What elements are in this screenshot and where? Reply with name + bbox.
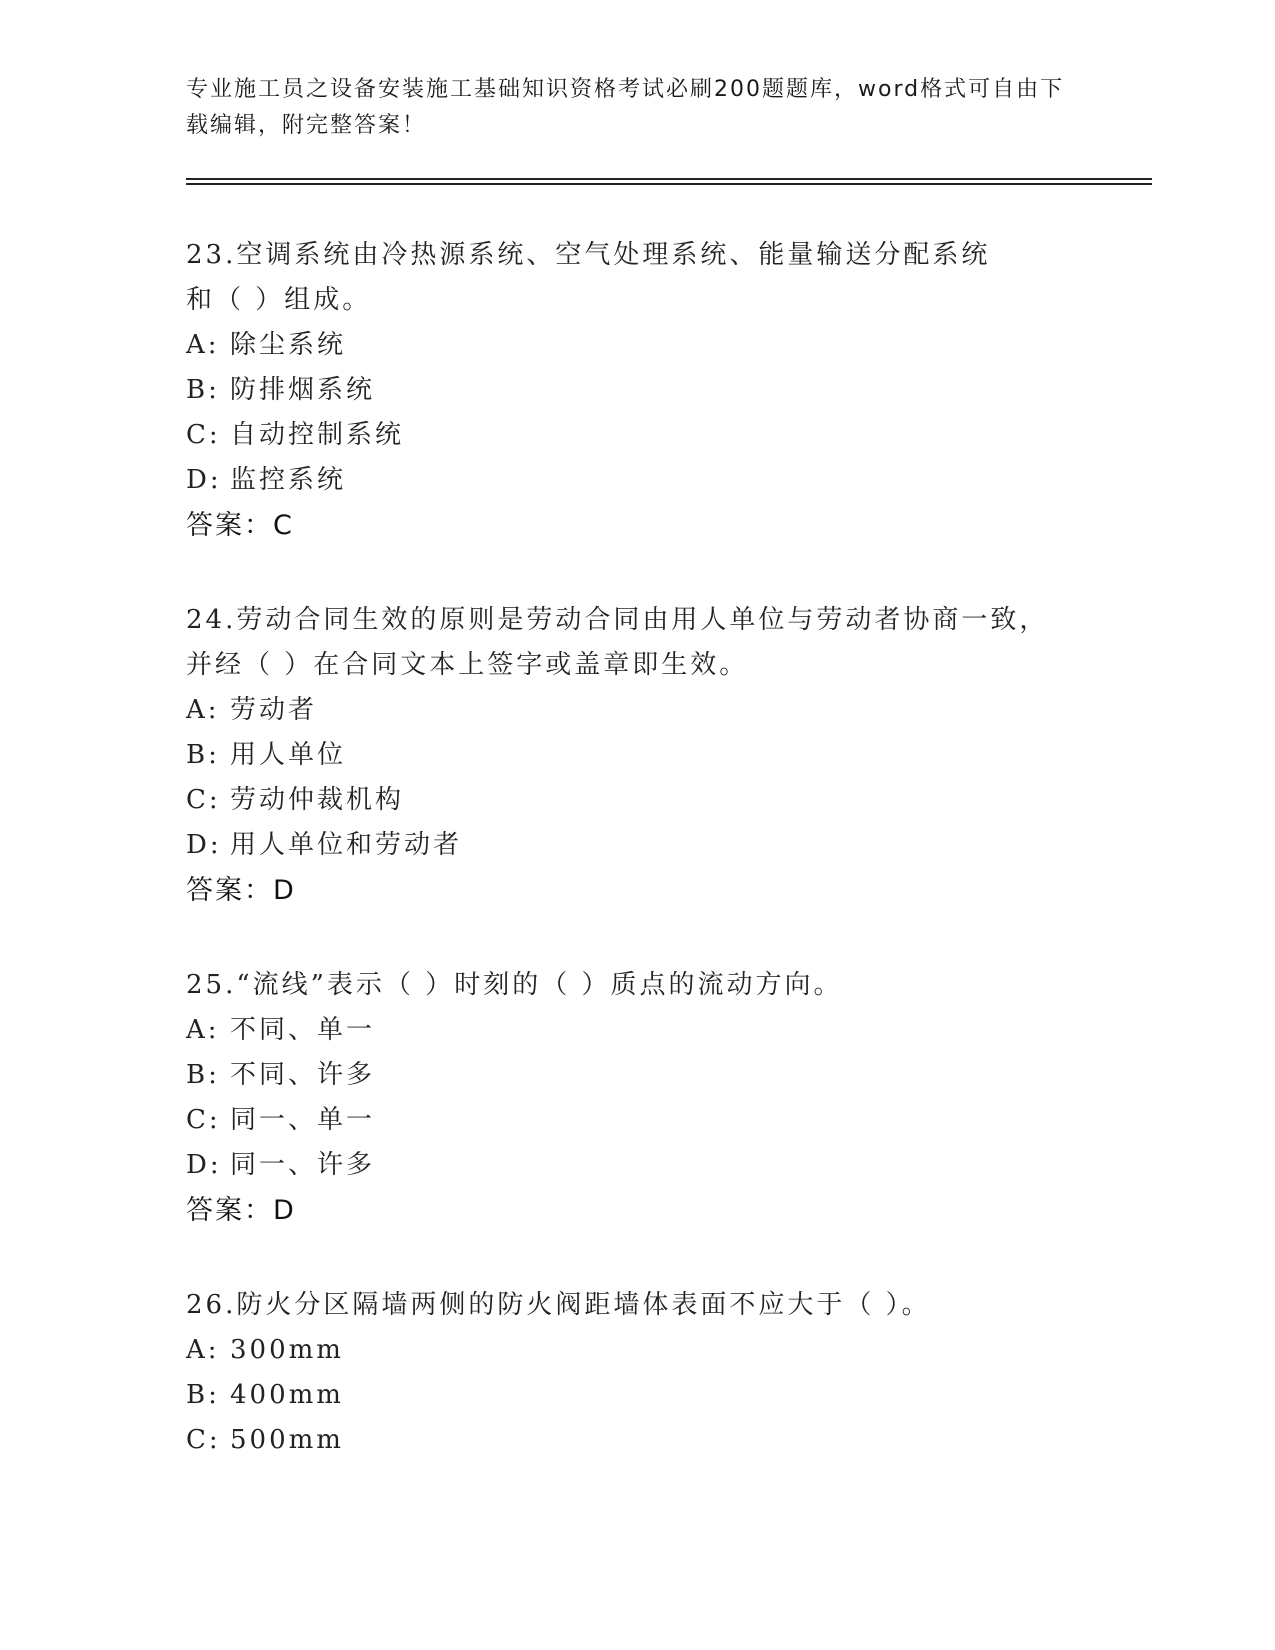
- question-stem: 26.防火分区隔墙两侧的防火阀距墙体表面不应大于（ ）。: [186, 1290, 931, 1320]
- option-text: 400mm: [230, 1380, 344, 1410]
- option-key: C:: [186, 1105, 221, 1135]
- option-text: 劳动者: [230, 695, 318, 725]
- option-key: B:: [186, 1380, 220, 1410]
- question-25: [186, 963, 1086, 1233]
- answer-value: D: [273, 1195, 296, 1226]
- answer-value: C: [273, 510, 294, 541]
- option-a: [186, 1008, 1086, 1053]
- option-text: 用人单位和劳动者: [230, 830, 463, 860]
- option-b: [186, 368, 1086, 413]
- option-key: B:: [186, 1060, 220, 1090]
- option-c: [186, 778, 1086, 823]
- option-text: 不同、许多: [230, 1060, 376, 1090]
- option-b: [186, 733, 1086, 778]
- option-c: [186, 413, 1086, 458]
- option-key: C:: [186, 1425, 221, 1455]
- question-stem: 25.“流线”表示（ ）时刻的（ ）质点的流动方向。: [186, 970, 843, 1000]
- option-text: 同一、许多: [230, 1150, 376, 1180]
- option-text: 劳动仲裁机构: [230, 785, 405, 815]
- option-text: 监控系统: [230, 465, 347, 495]
- option-b: [186, 1373, 1086, 1418]
- option-text: 除尘系统: [230, 330, 347, 360]
- option-key: C:: [186, 420, 221, 450]
- answer-line: [186, 503, 1086, 548]
- answer-line: [186, 868, 1086, 913]
- option-key: A:: [186, 695, 220, 725]
- option-a: [186, 688, 1086, 733]
- answer-label: 答案：: [186, 875, 273, 906]
- question-26: [186, 1283, 1086, 1463]
- option-text: 500mm: [230, 1425, 344, 1455]
- option-key: A:: [186, 1015, 220, 1045]
- question-stem: 23.空调系统由冷热源系统、空气处理系统、能量输送分配系统和（ ）组成。: [186, 240, 991, 315]
- option-key: A:: [186, 1335, 220, 1365]
- question-stem: 24.劳动合同生效的原则是劳动合同由用人单位与劳动者协商一致，并经（ ）在合同文本上签字或盖章即生效。: [186, 605, 1049, 680]
- option-d: [186, 458, 1086, 503]
- option-key: D:: [186, 830, 222, 860]
- option-key: C:: [186, 785, 221, 815]
- option-text: 用人单位: [230, 740, 347, 770]
- option-c: [186, 1418, 1086, 1463]
- option-a: [186, 1328, 1086, 1373]
- option-text: 300mm: [230, 1335, 344, 1365]
- option-text: 同一、单一: [230, 1105, 376, 1135]
- question-24: [186, 598, 1086, 913]
- answer-value: D: [273, 875, 296, 906]
- answer-line: [186, 1188, 1086, 1233]
- header-divider-bottom: [186, 183, 1152, 185]
- document-header: 专业施工员之设备安装施工基础知识资格考试必刷200题题库，word格式可自由下载编辑，附完整答案！: [186, 77, 1065, 138]
- option-text: 防排烟系统: [230, 375, 376, 405]
- option-key: D:: [186, 1150, 222, 1180]
- option-b: [186, 1053, 1086, 1098]
- option-key: B:: [186, 740, 220, 770]
- option-d: [186, 823, 1086, 868]
- answer-label: 答案：: [186, 1195, 273, 1226]
- header-divider-top: [186, 178, 1152, 180]
- option-key: A:: [186, 330, 220, 360]
- option-a: [186, 323, 1086, 368]
- option-d: [186, 1143, 1086, 1188]
- option-key: B:: [186, 375, 220, 405]
- option-key: D:: [186, 465, 222, 495]
- option-c: [186, 1098, 1086, 1143]
- answer-label: 答案：: [186, 510, 273, 541]
- question-23: [186, 233, 1086, 548]
- option-text: 自动控制系统: [230, 420, 405, 450]
- option-text: 不同、单一: [230, 1015, 376, 1045]
